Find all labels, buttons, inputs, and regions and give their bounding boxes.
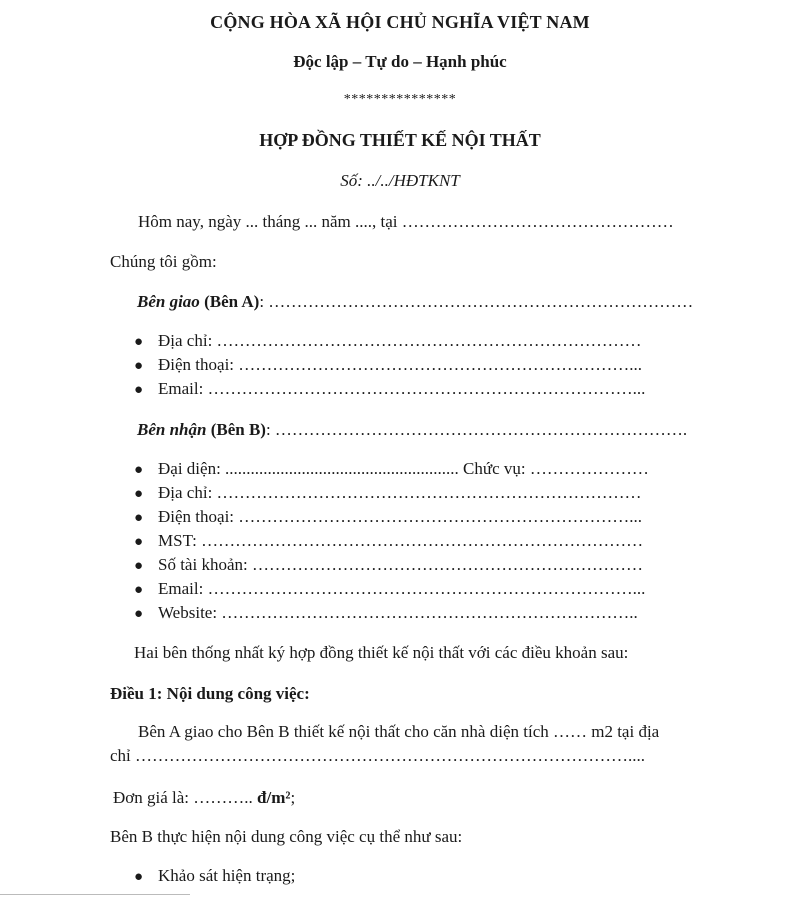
bullet-icon: ● [134, 510, 144, 526]
bullet-icon: ● [134, 534, 144, 550]
field-text: Email: …………………………………………………………………... [158, 379, 646, 398]
parties-intro: Chúng tôi gồm: [110, 252, 217, 271]
document-number: Số: ../../HĐTKNT [340, 171, 460, 190]
document-title: HỢP ĐỒNG THIẾT KẾ NỘI THẤT [259, 130, 541, 150]
bullet-icon: ● [134, 334, 144, 350]
date-line: Hôm nay, ngày ... tháng ... năm ...., tại ………………………………………… [138, 212, 674, 231]
star-divider: *************** [343, 92, 457, 107]
party-b-phone [134, 507, 642, 528]
bullet-icon: ● [134, 582, 144, 598]
party-a-phone [134, 355, 642, 376]
field-text: Website: ……………………………………………………………….. [158, 603, 638, 622]
field-text: Số tài khoản: …………………………………………………………… [158, 555, 643, 574]
party-a-fill: : ………………………………………………………………… [259, 292, 694, 311]
unit-price-label: Đơn giá là: ……….. [113, 788, 258, 807]
field-text: Địa chỉ: ………………………………………………………………… [158, 331, 642, 350]
article-1-heading: Điều 1: Nội dung công việc: [110, 684, 310, 703]
party-b-representative [134, 459, 649, 480]
party-b-fill: : ………………………………………………………………. [265, 420, 688, 439]
field-text: Địa chỉ: ………………………………………………………………… [158, 483, 642, 502]
tasks-intro: Bên B thực hiện nội dung công việc cụ thể như sau: [110, 827, 463, 846]
party-b-heading [137, 420, 687, 440]
bullet-icon: ● [134, 606, 144, 622]
party-a-address [134, 331, 642, 352]
motto: Độc lập – Tự do – Hạnh phúc [293, 52, 507, 71]
party-b-address [134, 483, 642, 504]
article-1-body-line-1: Bên A giao cho Bên B thiết kế nội thất cho căn nhà diện tích …… m2 tại địa [138, 722, 660, 741]
party-b-email [134, 579, 645, 600]
unit-price-end: ; [290, 788, 296, 807]
field-text: Điện thoại: ……………………………………………………………... [158, 507, 643, 526]
nation-heading: CỘNG HÒA XÃ HỘI CHỦ NGHĨA VIỆT NAM [210, 12, 590, 32]
task-item [134, 866, 295, 887]
party-b-account [134, 555, 643, 576]
agreement-line: Hai bên thống nhất ký hợp đồng thiết kế nội thất với các điều khoản sau: [134, 643, 629, 662]
party-a-heading [137, 292, 693, 312]
field-text: MST: …………………………………………………………………… [158, 531, 644, 550]
bullet-icon: ● [134, 358, 144, 374]
unit-price-line [113, 788, 295, 808]
bullet-icon: ● [134, 486, 144, 502]
bullet-icon: ● [134, 558, 144, 574]
party-a-email [134, 379, 645, 400]
field-text: Đại diện: ....................................................... Chức vụ: ………………… [158, 459, 649, 478]
field-text: Email: …………………………………………………………………... [158, 579, 646, 598]
party-b-code: (Bên B) [210, 420, 266, 439]
page-edge-rule [0, 894, 190, 895]
bullet-icon: ● [134, 869, 144, 885]
bullet-icon: ● [134, 382, 144, 398]
party-b-tax-code [134, 531, 643, 552]
task-text: Khảo sát hiện trạng; [158, 866, 296, 885]
article-1-body-line-2: chỉ …………………………………………………………………………….... [110, 746, 646, 765]
field-text: Điện thoại: ……………………………………………………………... [158, 355, 643, 374]
bullet-icon: ● [134, 462, 144, 478]
party-b-website [134, 603, 638, 624]
party-a-code: (Bên A) [204, 292, 260, 311]
party-b-role: Bên nhận [137, 420, 207, 439]
party-a-role: Bên giao [137, 292, 200, 311]
unit-price-unit: đ/m² [257, 788, 291, 807]
